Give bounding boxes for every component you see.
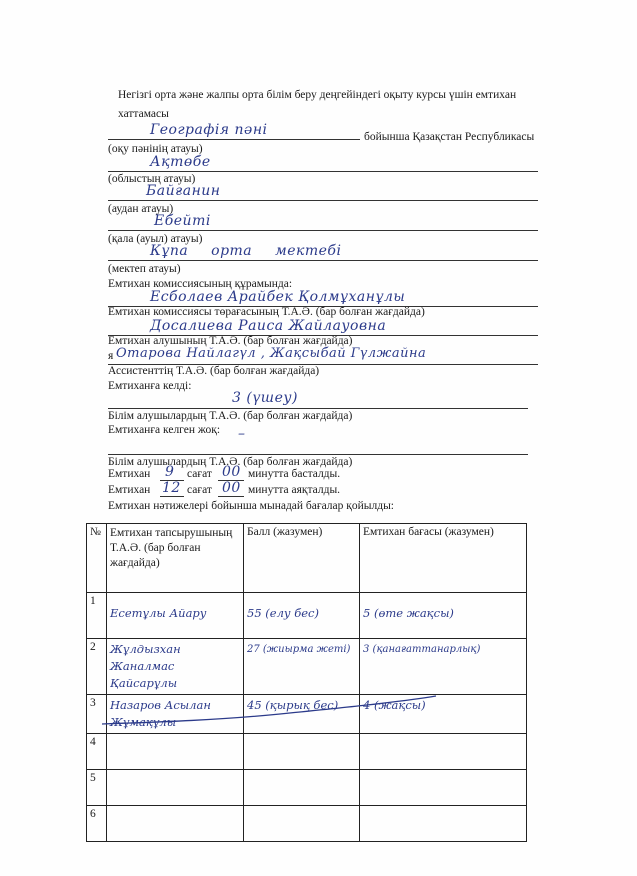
row-score: 27 (жиырма жеті)	[244, 639, 360, 695]
row-num: 3	[87, 695, 107, 734]
row-grade: 5 (өте жақсы)	[360, 593, 527, 639]
row-score	[244, 734, 360, 770]
table-row	[87, 734, 527, 770]
row-name	[107, 734, 244, 770]
city-line	[108, 230, 538, 231]
results-table	[86, 523, 527, 842]
start-hour: 9	[165, 464, 175, 480]
came-line	[108, 408, 528, 409]
row-num: 5	[87, 770, 107, 806]
absent-line	[108, 454, 528, 455]
row-score: 55 (елу бес)	[244, 593, 360, 639]
row-name	[107, 806, 244, 842]
chair-value: Есболаев Арайбек Қолмұханұлы	[150, 289, 406, 305]
district-value: Байғанин	[146, 183, 221, 199]
strike-scribble	[100, 692, 440, 732]
row-num: 6	[87, 806, 107, 842]
absent-value: –	[238, 426, 246, 442]
chair-caption: Емтихан комиссиясы төрағасының Т.А.Ә. (бар болған жағдайда)	[108, 306, 425, 318]
header-line-1: Негізгі орта және жалпы орта білім беру деңгейіндегі оқыту курсы үшін емтихан	[118, 89, 517, 101]
came-value: 3 (үшеу)	[232, 390, 298, 406]
table-row	[87, 806, 527, 842]
row-score	[244, 806, 360, 842]
subject-caption: (оқу пәнінің атауы)	[108, 143, 203, 155]
city-caption: (қала (ауыл) атауы)	[108, 233, 203, 245]
came-caption: Білім алушылардың Т.А.Ә. (бар болған жағдайда)	[108, 410, 353, 422]
assistant-prefix: я	[108, 350, 114, 362]
region-value: Ақтөбе	[150, 154, 211, 170]
absent-caption: Білім алушылардың Т.А.Ә. (бар болған жағдайда)	[108, 456, 353, 468]
assistant-caption: Ассистенттің Т.А.Ә. (бар болған жағдайда)	[108, 365, 320, 377]
row-num: 2	[87, 639, 107, 695]
start-mid: сағат	[187, 468, 212, 480]
row-score	[244, 770, 360, 806]
start-prefix: Емтихан	[108, 468, 151, 480]
end-mid: сағат	[187, 484, 212, 496]
start-suffix: минутта басталды.	[248, 468, 341, 480]
row-num: 4	[87, 734, 107, 770]
assistants-value: Отарова Найлагүл , Жақсыбай Гүлжайна	[116, 346, 427, 361]
examiner-caption: Емтихан алушының Т.А.Ә. (бар болған жағдайда)	[108, 335, 353, 347]
row-grade	[360, 734, 527, 770]
region-line	[108, 171, 538, 172]
city-value: Ебейті	[154, 213, 211, 229]
row-name: Жұлдызхан Жаналмас Қайсарұлы	[107, 639, 244, 695]
absent-label: Емтиханға келген жоқ:	[108, 424, 221, 436]
header-num: №	[87, 524, 107, 593]
row-name	[107, 770, 244, 806]
results-label: Емтихан нәтижелері бойынша мынадай бағалар қойылды:	[108, 500, 395, 512]
end-suffix: минутта аяқталды.	[248, 484, 341, 496]
row-score: 45 (қырық бес)	[244, 695, 360, 734]
table-header-row	[87, 524, 527, 593]
came-label: Емтиханға келді:	[108, 380, 192, 392]
row-num: 1	[87, 593, 107, 639]
end-hour-line	[160, 496, 184, 497]
row-grade	[360, 770, 527, 806]
commission-label: Емтихан комиссиясының құрамында:	[108, 278, 293, 290]
school-value: Кұпа орта мектебі	[150, 243, 342, 259]
row-grade: 3 (қанағаттанарлық)	[360, 639, 527, 695]
end-hour: 12	[162, 480, 181, 496]
district-caption: (аудан атауы)	[108, 203, 174, 215]
table-row	[87, 770, 527, 806]
district-line	[108, 200, 538, 201]
school-caption: (мектеп атауы)	[108, 263, 181, 275]
row-grade	[360, 806, 527, 842]
school-line	[108, 260, 538, 261]
subject-value: Географія пәні	[150, 122, 268, 138]
header-score: Балл (жазумен)	[244, 524, 360, 593]
header-name: Емтихан тапсырушының Т.А.Ә. (бар болған жағдайда)	[107, 524, 244, 593]
examiner-value: Досалиева Раиса Жайлауовна	[150, 318, 387, 334]
region-caption: (облыстың атауы)	[108, 173, 196, 185]
start-min: 00	[222, 464, 241, 480]
table-row	[87, 639, 527, 695]
subject-suffix: бойынша Қазақстан Республикасы	[364, 131, 535, 143]
header-line-2: хаттамасы	[118, 108, 169, 120]
end-prefix: Емтихан	[108, 484, 151, 496]
header-grade: Емтихан бағасы (жазумен)	[360, 524, 527, 593]
row-grade: 4 (жақсы)	[360, 695, 527, 734]
row-name: Назаров Асылан Жұмақұлы	[107, 695, 244, 734]
table-row	[87, 593, 527, 639]
subject-line	[108, 139, 360, 140]
end-min: 00	[222, 480, 241, 496]
end-min-line	[218, 496, 244, 497]
row-name: Есетұлы Айару	[107, 593, 244, 639]
